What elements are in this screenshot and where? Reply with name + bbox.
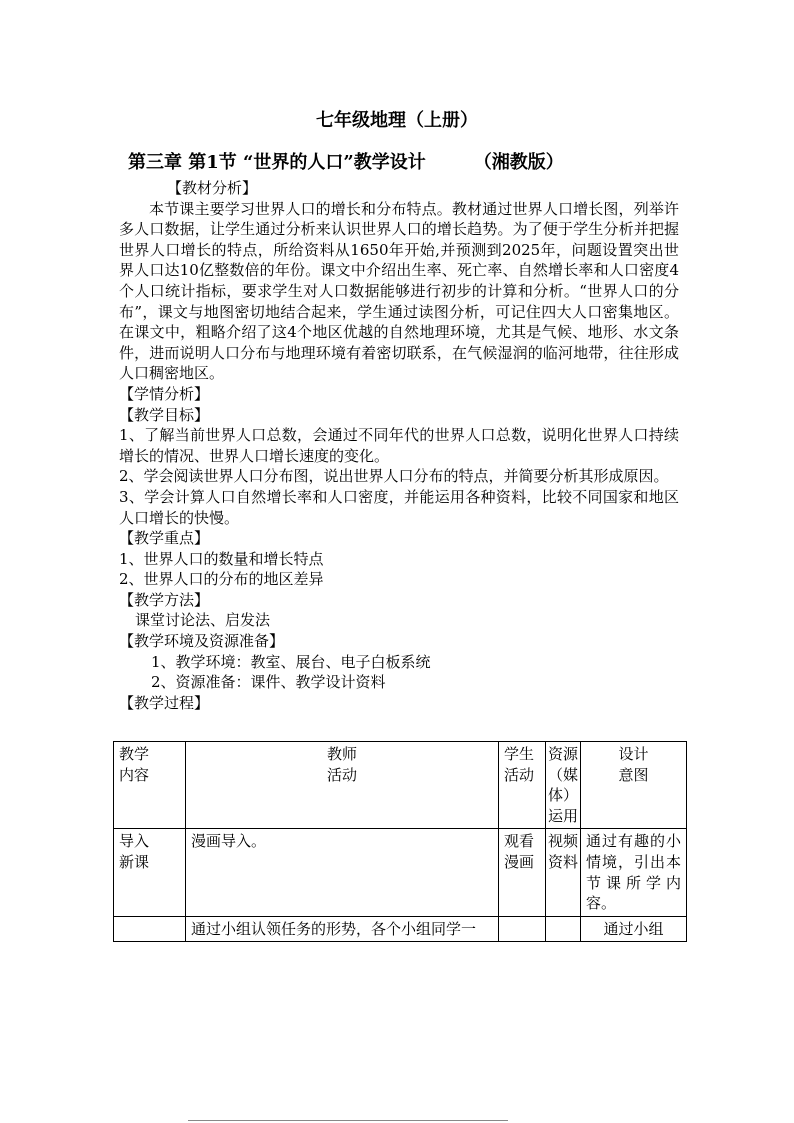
row1-resource <box>546 829 581 916</box>
page-title: 七年级地理（上册） <box>316 110 478 131</box>
row2-teacher <box>186 916 499 942</box>
page-subtitle <box>128 148 564 174</box>
key-heading: 【教学重点】 <box>119 529 210 548</box>
student-heading: 【学情分析】 <box>119 384 210 403</box>
row1-content <box>114 829 186 916</box>
key-point-1: 1、世界人口的数量和增长特点 <box>119 549 324 568</box>
goals-heading: 【教学目标】 <box>119 405 210 424</box>
row1-resource-text: 视频资料 <box>548 832 579 871</box>
header-intent-label: 设计 意图 <box>618 745 649 784</box>
goal-item-2: 2、学会阅读世界人口分布图，说出世界人口分布的特点，并简要分析其形成原因。 <box>119 467 669 486</box>
row2-intent-text: 通过小组 <box>603 919 664 938</box>
table-header-row <box>114 742 687 829</box>
edition-label: （湘教版） <box>473 152 564 173</box>
table-row <box>114 829 687 916</box>
method-text: 课堂讨论法、启发法 <box>135 611 271 630</box>
process-table <box>113 741 687 942</box>
header-resource-label: 资源（媒体）运用 <box>548 745 579 825</box>
row1-content-text: 导入 新课 <box>119 832 150 871</box>
header-content <box>114 742 186 829</box>
subtitle-text: 第三章 第1节 “世界的人口”教学设计 <box>128 152 426 173</box>
header-resource <box>546 742 581 829</box>
header-teacher <box>186 742 499 829</box>
header-teacher-label: 教师 活动 <box>326 745 357 784</box>
env-item-1: 1、教学环境：教室、展台、电子白板系统 <box>151 652 431 671</box>
goal-item-3: 3、学会计算人口自然增长率和人口密度，并能运用各种资料，比较不同国家和地区人口增长的快慢。 <box>119 487 679 527</box>
row2-content <box>114 916 186 942</box>
row2-resource <box>546 916 581 942</box>
header-intent <box>581 742 687 829</box>
row1-teacher <box>186 829 499 916</box>
env-heading: 【教学环境及资源准备】 <box>119 632 285 651</box>
header-student <box>499 742 546 829</box>
row1-student-text: 观看 漫画 <box>504 832 535 871</box>
row2-student <box>499 916 546 942</box>
header-content-label: 教学 内容 <box>119 745 150 784</box>
table-row <box>114 916 687 942</box>
row1-teacher-text: 漫画导入。 <box>191 832 267 851</box>
row2-teacher-text: 通过小组认领任务的形势，各个小组同学一 <box>191 919 477 938</box>
method-heading: 【教学方法】 <box>119 590 210 609</box>
row2-intent <box>581 916 687 942</box>
key-point-2: 2、世界人口的分布的地区差异 <box>119 570 324 589</box>
row1-intent-text: 通过有趣的小情境，引出本节课所学内容。 <box>586 832 681 913</box>
row1-intent <box>581 829 687 916</box>
material-text: 本节课主要学习世界人口的增长和分布特点。教材通过世界人口增长图，列举许多人口数据，让学生通过分析来认识世界人口的增长趋势。为了便于学生分析并把握世界人口增长的特点，所给资料从1650年开始,并预测到2025年，问题设置突出世界人口达10亿整数倍的年份。课文中介绍出生率、死亡率、自然增长率和人口密度4个人口统计指标，要求学生对人口数据能够进行初步的计算和分析。“世界人口的分布”，课文与地图密切地结合起来，学生通过读图分析，可记住四大人口密集地区。在课文中，粗略介绍了这4个地区优越的自然地理环境，尤其是气候、地形、水文条件，进而说明人口分布与地理环境有着密切联系，在气候湿润的临河地带，往往形成人口稠密地区。 <box>119 199 679 383</box>
header-student-label: 学生 活动 <box>504 745 535 784</box>
material-heading: 【教材分析】 <box>167 179 258 197</box>
document-body <box>119 178 679 713</box>
footer-divider <box>188 1120 508 1121</box>
row1-student <box>499 829 546 916</box>
goal-item-1: 1、了解当前世界人口总数，会通过不同年代的世界人口总数，说明化世界人口持续增长的情况、世界人口增长速度的变化。 <box>119 426 679 465</box>
process-heading: 【教学过程】 <box>119 693 210 712</box>
env-item-2: 2、资源准备：课件、教学设计资料 <box>151 673 386 692</box>
